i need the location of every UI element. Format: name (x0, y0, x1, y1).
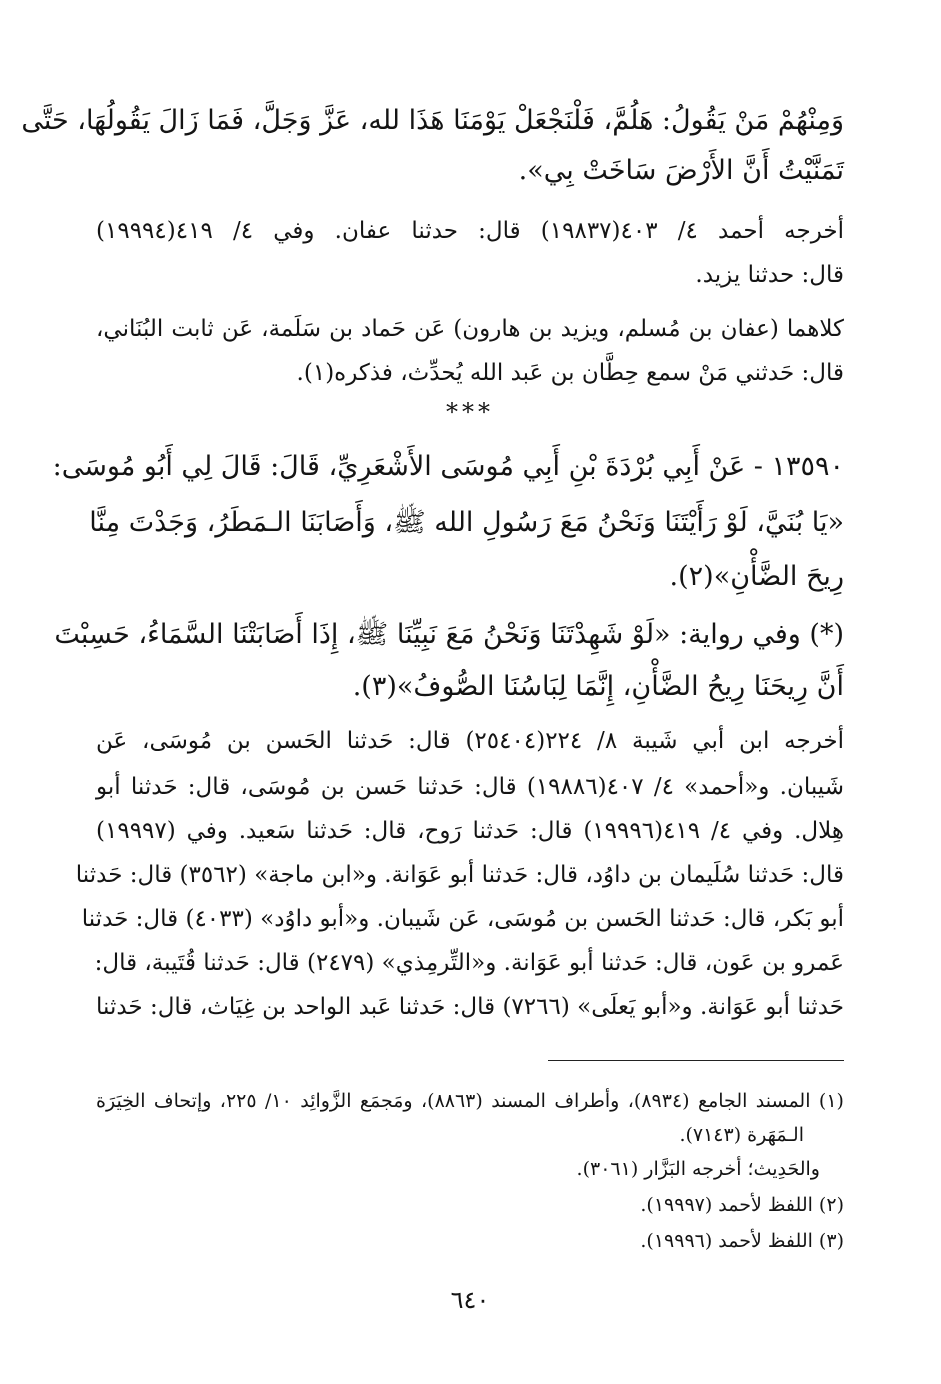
footnote3: (٣) اللفظ لأحمد (١٩٩٩٦). (640, 1230, 844, 1252)
takhrij2-line1: أخرجه ابن أبي شَيبة ٨/ ٢٢٤(٢٥٤٠٤) قال: حَدثنا الحَسن بن مُوسَى، عَن (96, 728, 845, 754)
takhrij1-line2: قال: حدثنا يزيد. (695, 262, 844, 288)
takhrij2-line3: هِلال. وفي ٤/ ٤١٩(١٩٩٩٦) قال: حَدثنا رَوح، قال: حَدثنا سَعيد. وفي (١٩٩٩٧) (96, 818, 844, 844)
footnote-divider (548, 1060, 844, 1061)
takhrij2-line2: شَيبان. و«أحمد» ٤/ ٤٠٧(١٩٨٨٦) قال: حَدثنا حَسن بن مُوسَى، قال: حَدثنا أبو (96, 774, 844, 800)
riwaya-line2: أَنَّ رِيحَنَا رِيحُ الضَّأْنِ، إِنَّمَا لِبَاسُنَا الصُّوفُ»(٣). (352, 671, 844, 702)
footnote1-line1: (١) المسند الجامع (٨٩٣٤)، وأطراف المسند (٨٨٦٣)، ومَجمَع الزَّوائِد ١٠/ ٢٢٥، وإتحاف الخِيَرَة (96, 1090, 844, 1112)
takhrij2-line5: أبو بَكر، قال: حَدثنا الحَسن بن مُوسَى، عَن شَيبان. و«أبو داوُد» (٤٠٣٣) قال: حَدثنا (81, 906, 844, 932)
footnote1-line3: والحَدِيث؛ أخرجه البَزَّار (٣٠٦١). (576, 1158, 820, 1180)
paragraph1-line2: تَمَنَّيْتُ أَنَّ الأَرْضَ سَاخَتْ بِي». (518, 155, 844, 186)
footnote1-line2: الـمَهَرة (٧١٤٣). (679, 1124, 804, 1146)
chain1-line1: كلاهما (عفان بن مُسلم، ويزيد بن هارون) عَن حَماد بن سَلَمة، عَن ثابت البُنَاني، (96, 316, 844, 342)
riwaya-line1: (*) وفي رواية: «لَوْ شَهِدْتَنَا وَنَحْنُ مَعَ نَبِيِّنَا ﷺ، إِذَا أَصَابَتْنَا السَّمَاءُ، حَسِبْتَ (54, 619, 844, 650)
hadith-line1: ١٣٥٩٠ - عَنْ أَبِي بُرْدَةَ بْنِ أَبِي مُوسَى الأَشْعَرِيِّ، قَالَ: قَالَ لِي أَبُو مُوسَى: (52, 451, 844, 482)
section-separator: *** (446, 398, 494, 426)
footnote2: (٢) اللفظ لأحمد (١٩٩٩٧). (640, 1194, 844, 1216)
takhrij2-line4: قال: حَدثنا سُلَيمان بن داوُد، قال: حَدثنا أبو عَوَانة. و«ابن ماجة» (٣٥٦٢) قال: حَدثنا (75, 862, 844, 888)
page (21, 96, 845, 1346)
paragraph1-line1: وَمِنْهُمْ مَنْ يَقُولُ: هَلُمَّ، فَلْنَجْعَلْ يَوْمَنَا هَذَا لله، عَزَّ وَجَلَّ، فَمَا زَالَ يَقُولُهَا، حَتَّى (21, 105, 844, 136)
takhrij2-line6: عَمرو بن عَون، قال: حَدثنا أبو عَوَانة. و«التِّرمِذي» (٢٤٧٩) قال: حَدثنا قُتَيبة، قال: (94, 950, 844, 976)
takhrij2-line7: حَدثنا أبو عَوَانة. و«أبو يَعلَى» (٧٢٦٦) قال: حَدثنا عَبد الواحد بن غِيَاث، قال: حَدثنا (96, 994, 844, 1020)
page-number: ٦٤٠ (450, 1286, 490, 1314)
hadith-line2: «يَا بُنَيَّ، لَوْ رَأَيْتَنَا وَنَحْنُ مَعَ رَسُولِ الله ﷺ، وَأَصَابَنَا الـمَطَرُ، وَجَدْتَ مِنَّا (89, 507, 844, 538)
hadith-line3: رِيحَ الضَّأْنِ»(٢). (669, 561, 844, 592)
chain1-line2: قال: حَدثني مَنْ سمع حِطَّان بن عَبد الله يُحدِّث، فذكره(١). (296, 360, 844, 386)
takhrij1-line1: أخرجه أحمد ٤/ ٤٠٣(١٩٨٣٧) قال: حدثنا عفان. وفي ٤/ ٤١٩(١٩٩٩٤) (96, 218, 844, 244)
